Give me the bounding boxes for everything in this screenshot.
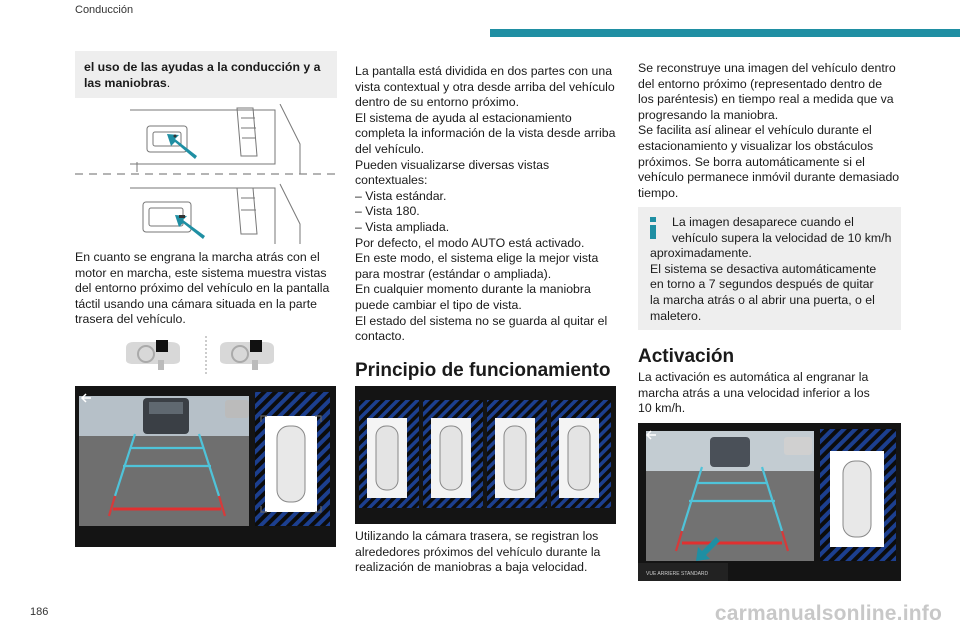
page-number: 186 bbox=[30, 606, 49, 618]
running-header: Conducción bbox=[75, 4, 134, 16]
top-view-sequence-display bbox=[355, 386, 616, 524]
highlight-box bbox=[75, 51, 337, 98]
col3-paragraph-1: Se reconstruye una imagen del vehículo dentro del entorno próximo (representado dentro de los paréntesis) en tiempo real a medida que va progresando la maniobra. Se facilita así alinear el vehículo durante el estacionamiento y visualizar los obstáculos próximos. Se borra automáticamente si el vehículo permanece inmóvil durante demasiado tiempo. bbox=[638, 61, 900, 200]
watermark: carmanualsonline.info bbox=[714, 602, 942, 625]
header-accent-bar bbox=[490, 29, 960, 37]
view-mode-label: VUE ARRIERE STANDARD bbox=[646, 571, 709, 577]
info-box bbox=[638, 207, 901, 330]
rear-camera-display-1 bbox=[75, 386, 336, 547]
col1-paragraph-1: En cuanto se engrana la marcha atrás con el motor en marcha, este sistema muestra vistas del entorno próximo del vehículo en la pantalla táctil usando una cámara situada en la parte trasera del vehículo. bbox=[75, 250, 330, 327]
rear-camera-display-2 bbox=[638, 423, 901, 581]
rear-camera-location-illustration bbox=[75, 104, 337, 244]
camera-view-icons bbox=[120, 336, 292, 376]
heading-principle: Principio de funcionamiento bbox=[355, 360, 611, 381]
col2-paragraph-1: La pantalla está dividida en dos partes con una vista contextual y otra desde arriba del vehículo dentro de su entorno próximo. El sistema de ayuda al estacionamiento completa la información de la vista desde arriba del vehículo. Pueden visualizarse diversas vistas contextuales: – Vista estándar. – Vista 180. – Vista ampliada. Por defecto, el modo AUTO está activado. En este modo, el sistema elige la mejor vista para mostrar (estándar o ampliada). En cualquier momento durante la maniobra puede cambiar el tipo de vista. El estado del sistema no se guarda al quitar el contacto. bbox=[355, 64, 616, 344]
heading-activation: Activación bbox=[638, 346, 735, 367]
highlight-line-1: el uso de las ayudas a la conducción y a bbox=[84, 60, 321, 74]
col3-paragraph-2: La activación es automática al engranar la marcha atrás a una velocidad inferior a los 10 km/h. bbox=[638, 370, 870, 416]
highlight-line-2: las maniobras. bbox=[84, 75, 171, 90]
col2-paragraph-2: Utilizando la cámara trasera, se registran los alrededores próximos del vehículo durante la realización de maniobras a baja velocidad. bbox=[355, 529, 601, 575]
info-text: La imagen desaparece cuando el vehículo supera la velocidad de 10 km/h aproximadamente. El sistema se desactiva automáticamente en torno a 7 segundos después de quitar la marcha atrás o al abrir una puerta, o el maletero. bbox=[650, 215, 892, 323]
